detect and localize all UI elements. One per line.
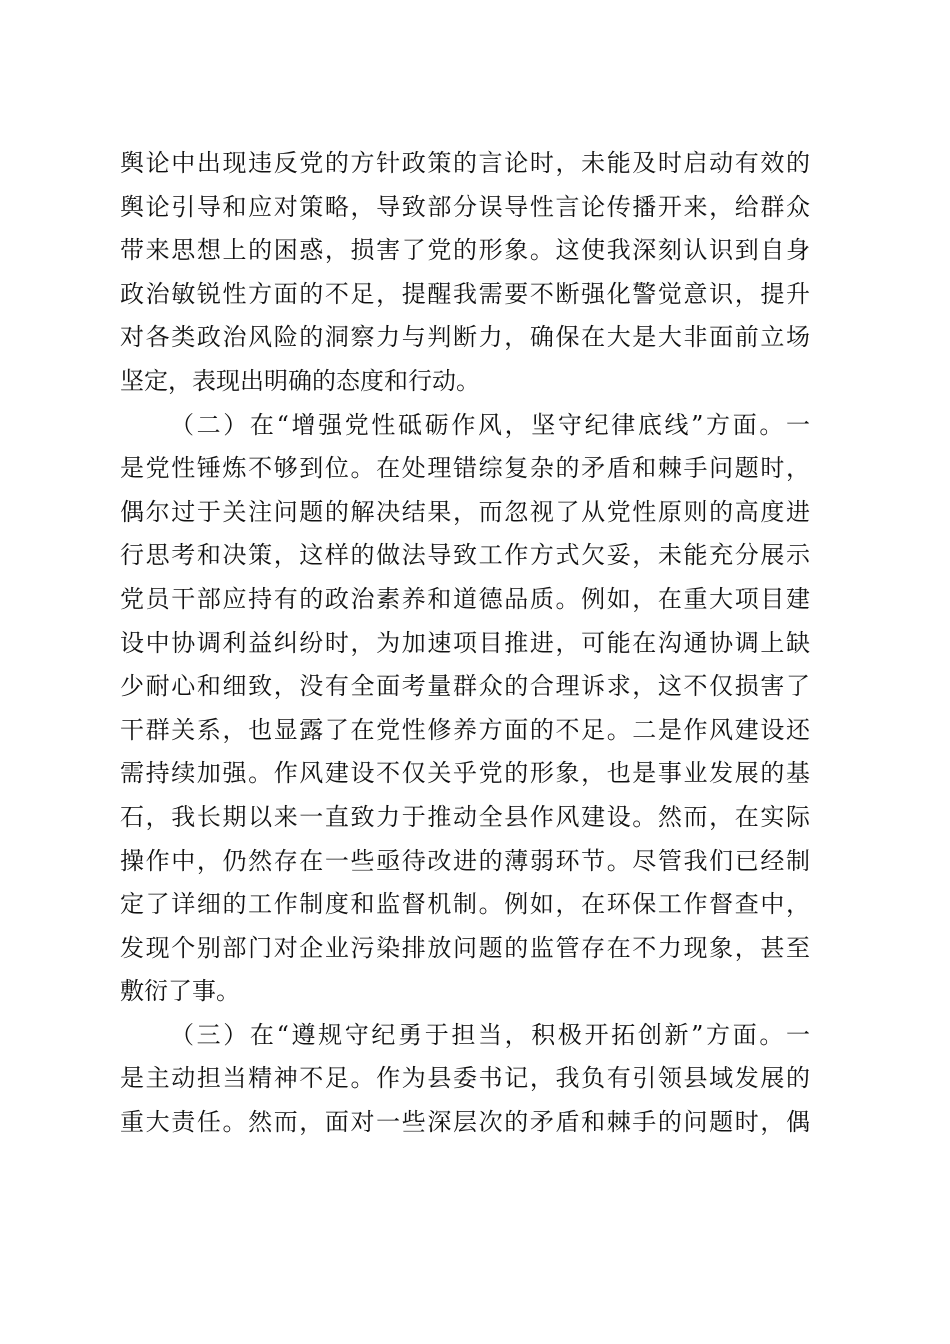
text-line: 政治敏锐性方面的不足，提醒我需要不断强化警觉意识，提升	[120, 279, 810, 308]
text-line: 发现个别部门对企业污染排放问题的监管存在不力现象，甚至	[120, 933, 810, 962]
paragraph-2	[120, 404, 810, 1014]
paragraph-1	[120, 142, 810, 404]
text-line: 偶尔过于关注问题的解决结果，而忽视了从党性原则的高度进	[120, 497, 810, 526]
text-line: 坚定，表现出明确的态度和行动。	[120, 366, 480, 395]
paragraph-3	[120, 1014, 810, 1145]
section-heading-line: （三）在“遵规守纪勇于担当，积极开拓创新”方面。一	[170, 1020, 810, 1049]
text-line: 行思考和决策，这样的做法导致工作方式欠妥，未能充分展示	[120, 541, 810, 570]
text-line: 舆论引导和应对策略，导致部分误导性言论传播开来，给群众	[120, 192, 810, 221]
text-line: 党员干部应持有的政治素养和道德品质。例如，在重大项目建	[120, 584, 810, 613]
text-line: 舆论中出现违反党的方针政策的言论时，未能及时启动有效的	[120, 149, 810, 177]
text-line: 对各类政治风险的洞察力与判断力，确保在大是大非面前立场	[120, 323, 810, 352]
text-line: 操作中，仍然存在一些亟待改进的薄弱环节。尽管我们已经制	[120, 846, 810, 875]
text-line: 少耐心和细致，没有全面考量群众的合理诉求，这不仅损害了	[120, 672, 810, 701]
text-line: 带来思想上的困惑，损害了党的形象。这使我深刻认识到自身	[120, 236, 810, 265]
text-line: 设中协调利益纠纷时，为加速项目推进，可能在沟通协调上缺	[120, 628, 810, 657]
text-line: 是主动担当精神不足。作为县委书记，我负有引领县域发展的	[120, 1064, 810, 1093]
text-line: 重大责任。然而，面对一些深层次的矛盾和棘手的问题时，偶	[120, 1108, 810, 1137]
text-line: 是党性锤炼不够到位。在处理错综复杂的矛盾和棘手问题时，	[120, 454, 810, 483]
text-line: 敷衍了事。	[120, 977, 240, 1006]
body-text	[120, 142, 810, 1145]
text-line: 定了详细的工作制度和监督机制。例如，在环保工作督查中，	[120, 890, 810, 919]
text-line: 干群关系，也显露了在党性修养方面的不足。二是作风建设还	[120, 715, 810, 744]
text-line: 需持续加强。作风建设不仅关乎党的形象，也是事业发展的基	[120, 759, 810, 788]
section-heading-line: （二）在“增强党性砥砺作风，坚守纪律底线”方面。一	[170, 410, 810, 439]
text-line: 石，我长期以来一直致力于推动全县作风建设。然而，在实际	[120, 802, 810, 831]
